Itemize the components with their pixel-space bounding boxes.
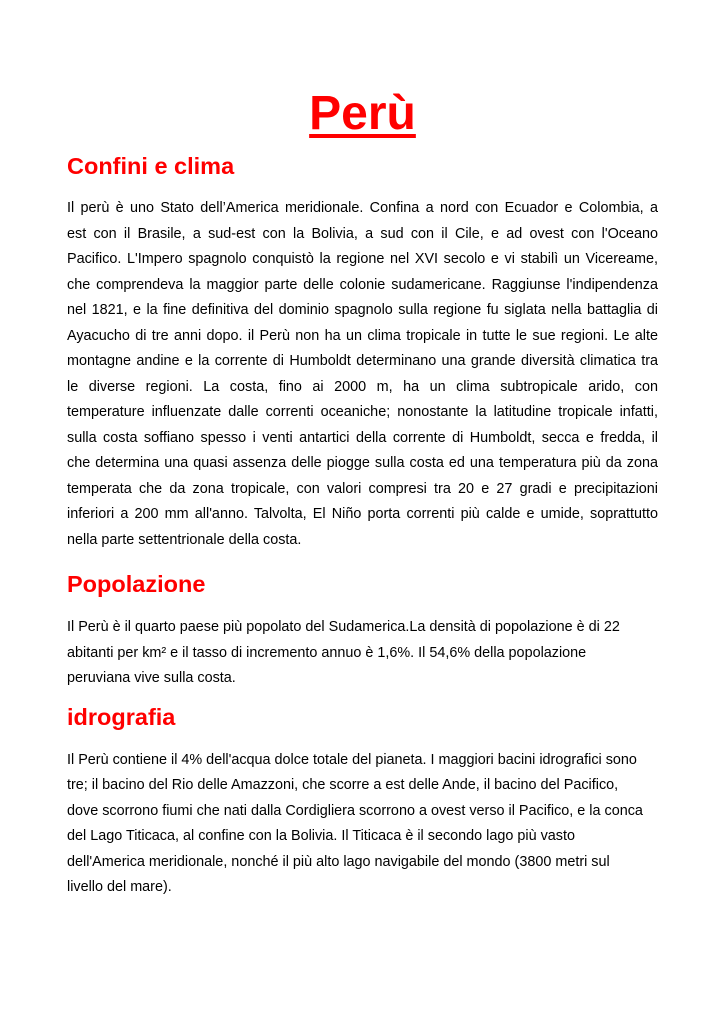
document-title-text: Perù — [309, 87, 416, 140]
text-line: nella parte settentrionale della costa. — [67, 531, 302, 548]
text-line: dell'America meridionale, nonché il più alto lago navigabile del mondo (3800 metri sul — [67, 853, 610, 870]
text-line: che comprendeva la maggior parte delle colonie sudamericane. Raggiunse l'indipendenza — [67, 276, 658, 293]
text-line: livello del mare). — [67, 879, 172, 895]
text-line: nel 1821, e la fine definitiva del dominio spagnolo sulla regione fu siglata nella battaglia di — [67, 302, 658, 318]
text-line: Pacifico. L'Impero spagnolo conquistò la regione nel XVI secolo e vi stabilì un Vicereame, — [67, 251, 658, 267]
text-line: temperature influenzate dalle correnti oceaniche; nonostante la latitudine tropicale infatti, — [67, 404, 658, 420]
text-line: le diverse regioni. La costa, fino ai 2000 m, ha un clima subtropicale arido, con — [67, 378, 658, 395]
text-line: Il perù è uno Stato dell’America meridionale. Confina a nord con Ecuador e Colombia, a — [67, 200, 658, 216]
text-line: temperata che da zona tropicale, con valori compresi tra 20 e 27 gradi e precipitazioni — [67, 480, 658, 497]
text-line: tre; il bacino del Rio delle Amazzoni, che scorre a est delle Ande, il bacino del Pacifico, — [67, 777, 619, 793]
text-line: inferiori a 200 mm all'anno. Talvolta, El Niño porta correnti più calde e umide, soprattutto — [67, 506, 658, 522]
section-heading-popolazione: Popolazione — [67, 571, 206, 597]
paragraph-popolazione — [67, 615, 658, 692]
text-line: Il Perù è il quarto paese più popolato del Sudamerica.La densità di popolazione è di 22 — [67, 619, 620, 635]
text-line: est con il Brasile, a sud-est con la Bolivia, a sud con il Cile, e ad ovest con l'Oceano — [67, 225, 658, 242]
paragraph-idrografia — [67, 748, 658, 901]
text-line: sulla costa soffiano spesso i venti antartici della corrente di Humboldt, secca e fredda, il — [67, 429, 658, 446]
text-line: montagne andine e la corrente di Humboldt determinano una grande diversità climatica tra — [67, 353, 658, 369]
text-line: dove scorrono fiumi che nati dalla Cordigliera scorrono a ovest verso il Pacifico, e la conca — [67, 802, 643, 819]
section-heading-confini-e-clima: Confini e clima — [67, 153, 235, 179]
document-title — [67, 88, 658, 140]
text-line: che determina una quasi assenza delle piogge sulla costa ed una temperatura più da zona — [67, 455, 658, 471]
section-confini-e-clima — [67, 152, 658, 553]
text-line: Il Perù contiene il 4% dell'acqua dolce totale del pianeta. I maggiori bacini idrografici sono — [67, 751, 637, 768]
text-line: abitanti per km² e il tasso di incremento annuo è 1,6%. Il 54,6% della popolazione — [67, 644, 587, 661]
text-line: del Lago Titicaca, al confine con la Bolivia. Il Titicaca è il secondo lago più vasto — [67, 828, 575, 844]
paragraph-confini-e-clima — [67, 196, 658, 553]
text-line: peruviana vive sulla costa. — [67, 670, 236, 686]
text-line: Ayacucho di tre anni dopo. il Perù non ha un clima tropicale in tutte le sue regioni. Le alte — [67, 327, 658, 344]
section-popolazione — [67, 570, 658, 692]
section-heading-idrografia: idrografia — [67, 703, 176, 730]
section-idrografia — [67, 703, 658, 901]
